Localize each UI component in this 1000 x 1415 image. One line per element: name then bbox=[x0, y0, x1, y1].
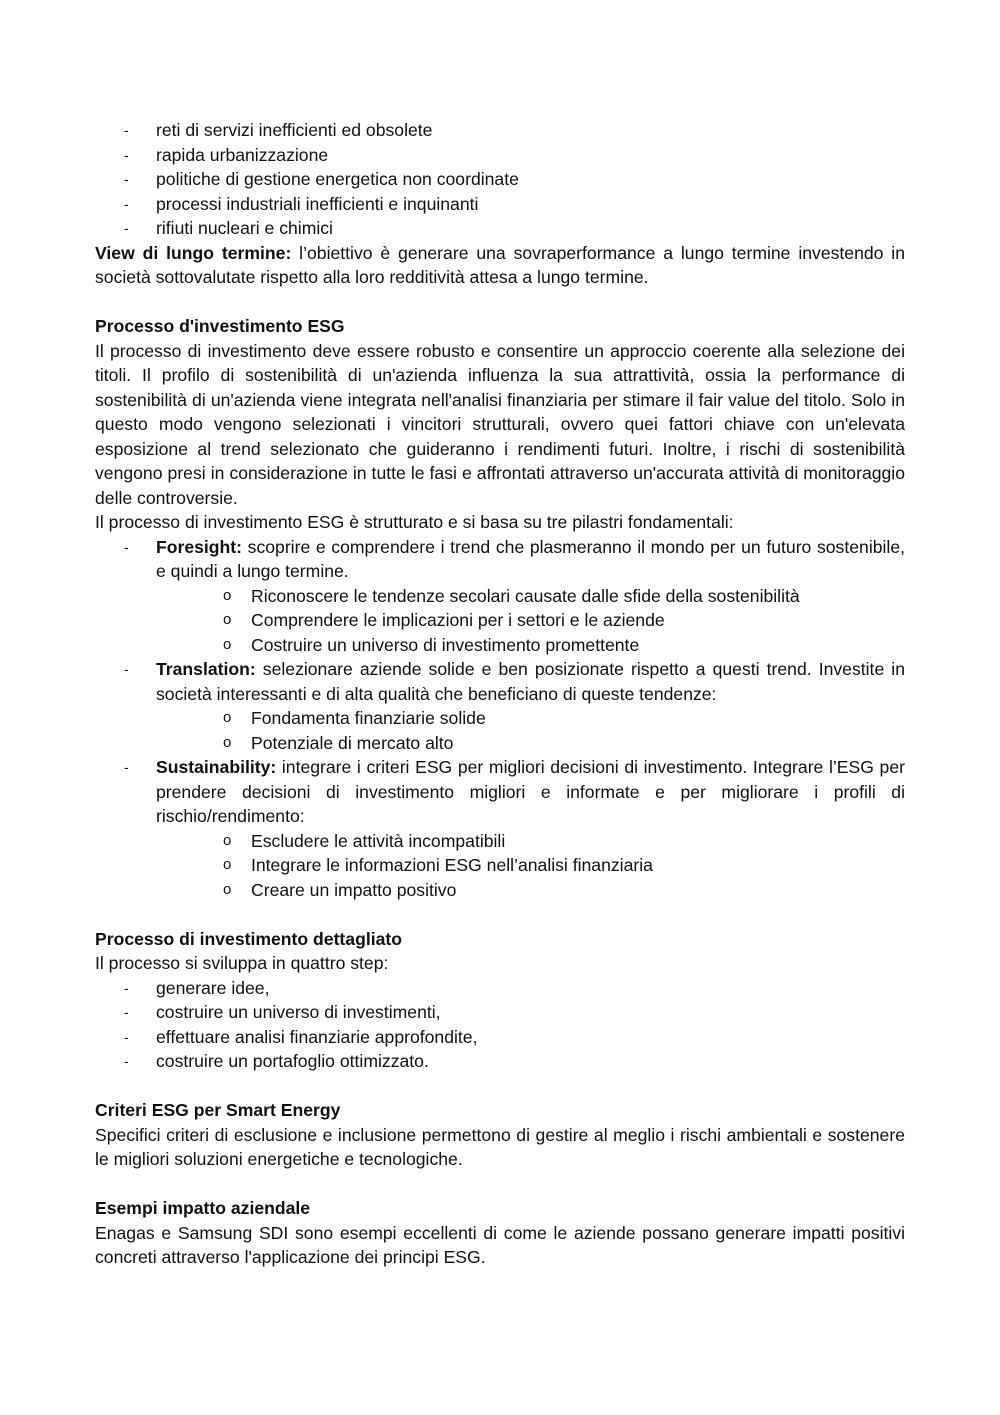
sub-item-text: Comprendere le implicazioni per i settori e le aziende bbox=[251, 610, 665, 630]
dash-marker: - bbox=[124, 1004, 129, 1020]
dash-marker: - bbox=[124, 759, 129, 775]
section-heading-processo-esg: Processo d'investimento ESG bbox=[95, 316, 345, 336]
pillar-text: integrare i criteri ESG per migliori decisioni di investimento. Integrare l’ESG per prendere decisioni di investimento migliori e informate e per migliorare i profili di rischio/rendimento: bbox=[156, 757, 905, 826]
circle-marker: o bbox=[223, 831, 232, 849]
dash-marker: - bbox=[124, 1053, 129, 1069]
sub-item-text: Creare un impatto positivo bbox=[251, 879, 457, 900]
list-item-text: politiche di gestione energetica non coordinate bbox=[156, 169, 519, 189]
processo-dettagliato-intro: Il processo si sviluppa in quattro step: bbox=[95, 953, 389, 973]
dash-marker: - bbox=[124, 538, 129, 555]
sub-item-text: Integrare le informazioni ESG nell’analisi finanziaria bbox=[251, 855, 653, 875]
sub-item bbox=[191, 608, 905, 633]
intro-list bbox=[95, 118, 905, 241]
sub-item-text: Escludere le attività incompatibili bbox=[251, 830, 506, 851]
pillars-list bbox=[95, 657, 905, 706]
pillar-text: scoprire e comprendere i trend che plasmeranno il mondo per un futuro sostenibile, e quindi a lungo termine. bbox=[156, 536, 905, 581]
dash-marker: - bbox=[124, 146, 129, 163]
sub-item bbox=[191, 853, 905, 878]
section-heading-processo-dettagliato: Processo di investimento dettagliato bbox=[95, 928, 402, 949]
foresight-sublist bbox=[191, 584, 905, 658]
view-lungo-label: View di lungo termine: bbox=[95, 242, 292, 263]
list-item-text: effettuare analisi finanziarie approfondite, bbox=[156, 1026, 478, 1047]
pillars-intro: Il processo di investimento ESG è strutturato e si basa su tre pilastri fondamentali: bbox=[95, 512, 734, 532]
sub-item-text: Fondamenta finanziarie solide bbox=[251, 708, 486, 728]
circle-marker: o bbox=[223, 733, 232, 751]
list-item bbox=[95, 118, 905, 143]
pillars-list bbox=[95, 535, 905, 584]
pillar-sustainability bbox=[95, 755, 905, 829]
sub-item-text: Riconoscere le tendenze secolari causate dalle sfide della sostenibilità bbox=[251, 585, 800, 606]
circle-marker: o bbox=[223, 709, 232, 726]
circle-marker: o bbox=[223, 880, 232, 898]
circle-marker: o bbox=[223, 586, 232, 604]
sustainability-sublist bbox=[191, 829, 905, 903]
list-item-text: processi industriali inefficienti e inquinanti bbox=[156, 193, 479, 214]
circle-marker: o bbox=[223, 635, 232, 653]
list-item-text: reti di servizi inefficienti ed obsolete bbox=[156, 120, 433, 140]
dash-marker: - bbox=[124, 122, 129, 138]
document-page bbox=[95, 118, 905, 1270]
esempi-paragraph: Enagas e Samsung SDI sono esempi eccellenti di come le aziende possano generare impatti positivi concreti attraverso l'applicazione dei principi ESG. bbox=[95, 1222, 905, 1267]
dash-marker: - bbox=[124, 1028, 129, 1045]
list-item bbox=[95, 216, 905, 241]
sub-item bbox=[191, 584, 905, 609]
list-item bbox=[95, 167, 905, 192]
section-heading-criteri: Criteri ESG per Smart Energy bbox=[95, 1100, 341, 1120]
circle-marker: o bbox=[223, 856, 232, 873]
sub-item bbox=[191, 706, 905, 731]
list-item-text: costruire un portafoglio ottimizzato. bbox=[156, 1051, 429, 1071]
section-heading-esempi: Esempi impatto aziendale bbox=[95, 1198, 311, 1218]
list-item bbox=[95, 1049, 905, 1074]
view-lungo-text: l’obiettivo è generare una sovraperformance a lungo termine investendo in società sottovalutate rispetto alla loro redditività attesa a lungo termine. bbox=[95, 242, 905, 287]
list-item-text: costruire un universo di investimenti, bbox=[156, 1002, 441, 1022]
criteri-paragraph: Specifici criteri di esclusione e inclusione permettono di gestire al meglio i rischi ambientali e sostenere le migliori soluzioni energetiche e tecnologiche. bbox=[95, 1124, 905, 1169]
sub-item bbox=[191, 633, 905, 658]
list-item bbox=[95, 143, 905, 168]
sub-item-text: Costruire un universo di investimento promettente bbox=[251, 634, 640, 655]
pillar-label: Sustainability: bbox=[156, 757, 277, 777]
list-item bbox=[95, 192, 905, 217]
sub-item bbox=[191, 829, 905, 854]
pillars-list bbox=[95, 755, 905, 829]
list-item-text: rifiuti nucleari e chimici bbox=[156, 218, 333, 238]
steps-list bbox=[95, 976, 905, 1074]
dash-marker: - bbox=[124, 220, 129, 236]
circle-marker: o bbox=[223, 611, 232, 628]
dash-marker: - bbox=[124, 171, 129, 187]
pillar-foresight bbox=[95, 535, 905, 584]
list-item bbox=[95, 1025, 905, 1050]
dash-marker: - bbox=[124, 979, 129, 996]
list-item bbox=[95, 1000, 905, 1025]
pillar-text: selezionare aziende solide e ben posizionate rispetto a questi trend. Investite in società interessanti e di alta qualità che beneficiano di queste tendenze: bbox=[156, 659, 905, 704]
translation-sublist bbox=[191, 706, 905, 755]
sub-item bbox=[191, 878, 905, 903]
list-item-text: generare idee, bbox=[156, 977, 270, 998]
view-lungo-paragraph bbox=[95, 241, 905, 290]
list-item-text: rapida urbanizzazione bbox=[156, 144, 329, 165]
sub-item bbox=[191, 731, 905, 756]
dash-marker: - bbox=[124, 195, 129, 212]
pillar-label: Translation: bbox=[156, 659, 256, 679]
dash-marker: - bbox=[124, 661, 129, 677]
list-item bbox=[95, 976, 905, 1001]
pillar-label: Foresight: bbox=[156, 536, 243, 557]
processo-esg-paragraph: Il processo di investimento deve essere robusto e consentire un approccio coerente alla selezione dei titoli. Il profilo di sostenibilità di un'azienda influenza la sua attrattività, ossia la performance di sostenibilità di un'azienda viene integrata nell'analisi finanziaria per stimare il fair value del titolo. Solo in questo modo vengono selezionati i vincitori strutturali, ovvero quei fattori chiave con un'elevata esposizione al trend selezionato che guideranno i rendimenti futuri. Inoltre, i rischi di sostenibilità vengono presi in considerazione in tutte le fasi e affrontati attraverso un'accurata attività di monitoraggio delle controversie. bbox=[95, 340, 905, 508]
sub-item-text: Potenziale di mercato alto bbox=[251, 732, 454, 753]
pillar-translation bbox=[95, 657, 905, 706]
